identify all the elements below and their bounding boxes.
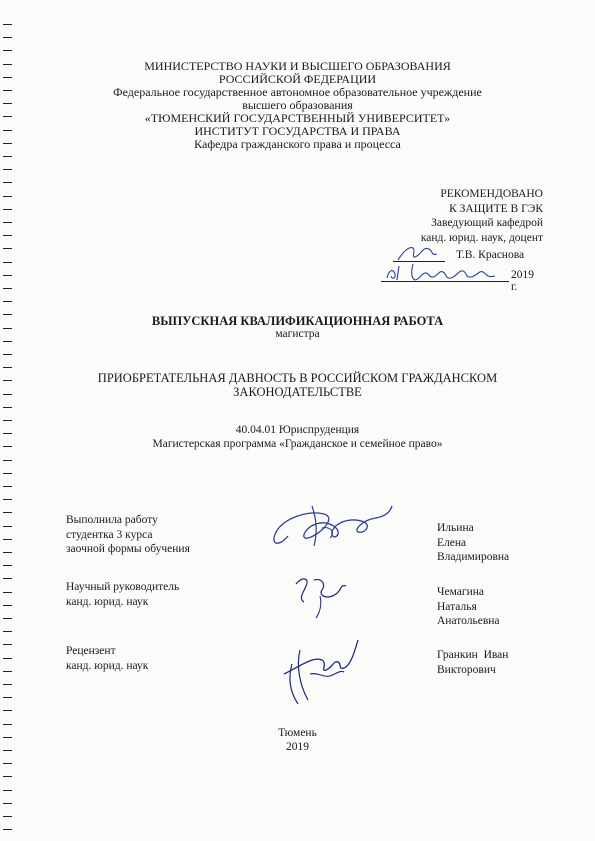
reviewer-signature	[270, 630, 370, 710]
city: Тюмень	[278, 727, 317, 739]
thesis-title-line-1: ПРИОБРЕТАТЕЛЬНАЯ ДАВНОСТЬ В РОССИЙСКОМ ГРАЖДАНСКОМ	[97, 371, 498, 385]
binding-tick	[3, 526, 12, 527]
university-name: «ТЮМЕНСКИЙ ГОСУДАРСТВЕННЫЙ УНИВЕРСИТЕТ»	[144, 111, 451, 125]
binding-tick	[3, 605, 12, 606]
supervisor-first-name: Наталья	[437, 600, 477, 613]
program-name: Магистерская программа «Гражданское и семейное право»	[152, 438, 443, 450]
binding-tick	[3, 592, 12, 593]
thesis-title	[0, 371, 595, 399]
binding-tick	[3, 367, 12, 368]
binding-tick	[3, 209, 12, 210]
city-year-block	[0, 726, 595, 754]
binding-tick	[3, 539, 12, 540]
binding-tick	[3, 618, 12, 619]
binding-tick	[3, 486, 12, 487]
ministry-line-1: МИНИСТЕРСТВО НАУКИ И ВЫСШЕГО ОБРАЗОВАНИЯ	[144, 59, 451, 73]
binding-tick	[3, 644, 12, 645]
binding-tick	[3, 829, 12, 830]
institute-name: ИНСТИТУТ ГОСУДАРСТВА И ПРАВА	[194, 124, 401, 138]
institution-header	[0, 60, 595, 151]
approval-line-2: К ЗАЩИТЕ В ГЭК	[449, 202, 543, 215]
author-name	[437, 521, 509, 565]
department-name: Кафедра гражданского права и процесса	[194, 137, 401, 151]
approval-line-4: канд. юрид. наук, доцент	[420, 231, 543, 244]
binding-tick	[3, 248, 12, 249]
document-type-block	[0, 314, 595, 341]
binding-tick	[3, 196, 12, 197]
binding-tick	[3, 499, 12, 500]
handwritten-date	[383, 258, 503, 284]
approval-line-3: Заведующий кафедрой	[431, 217, 543, 229]
author-role	[66, 513, 190, 557]
binding-tick	[3, 658, 12, 659]
document-type: ВЫПУСКНАЯ КВАЛИФИКАЦИОННАЯ РАБОТА	[151, 314, 444, 328]
year: 2019	[286, 741, 309, 753]
institution-type-line-1: Федеральное государственное автономное образовательное учреждение	[113, 85, 482, 99]
binding-tick	[3, 790, 12, 791]
binding-tick	[3, 631, 12, 632]
author-signature	[268, 488, 398, 558]
binding-tick	[3, 24, 12, 25]
binding-tick	[3, 341, 12, 342]
binding-tick	[3, 710, 12, 711]
program-block	[0, 423, 595, 451]
binding-tick	[3, 803, 12, 804]
binding-tick	[3, 763, 12, 764]
binding-tick	[3, 512, 12, 513]
specialty-code: 40.04.01 Юриспруденция	[235, 424, 360, 436]
author-role-line-1: Выполнила работу	[66, 514, 158, 526]
binding-tick	[3, 816, 12, 817]
binding-tick	[3, 354, 12, 355]
author-role-line-2: студентка 3 курса	[66, 528, 153, 541]
binding-tick	[3, 222, 12, 223]
reviewer-role-line-2: канд. юрид. наук	[66, 659, 149, 672]
institution-type-line-2: высшего образования	[242, 98, 353, 112]
author-first-name: Елена	[437, 536, 467, 549]
binding-tick	[3, 37, 12, 38]
binding-tick	[3, 301, 12, 302]
binding-tick	[3, 407, 12, 408]
author-role-line-3: заочной формы обучения	[66, 543, 190, 555]
supervisor-patronymic: Анатольевна	[437, 615, 500, 627]
approval-block	[421, 187, 543, 245]
binding-tick	[3, 156, 12, 157]
binding-tick	[3, 684, 12, 685]
binding-tick	[3, 420, 12, 421]
head-name: Т.В. Краснова	[456, 249, 525, 261]
binding-tick	[3, 565, 12, 566]
supervisor-role-line-2: канд. юрид. наук	[66, 595, 149, 608]
thesis-title-line-2: ЗАКОНОДАТЕЛЬСТВЕ	[233, 385, 362, 399]
binding-tick	[3, 182, 12, 183]
supervisor-role	[66, 580, 179, 609]
binding-tick	[3, 552, 12, 553]
binding-tick	[3, 275, 12, 276]
author-patronymic: Владимировна	[437, 551, 510, 563]
binding-tick	[3, 262, 12, 263]
supervisor-role-line-1: Научный руководитель	[66, 581, 180, 593]
reviewer-patronymic: Викторович	[437, 663, 496, 676]
binding-tick	[3, 288, 12, 289]
supervisor-signature	[292, 572, 362, 620]
binding-tick	[3, 776, 12, 777]
binding-tick	[3, 50, 12, 51]
binding-tick	[3, 671, 12, 672]
reviewer-role	[66, 644, 148, 673]
binding-tick	[3, 724, 12, 725]
binding-tick	[3, 473, 12, 474]
supervisor-name	[437, 585, 500, 629]
binding-tick	[3, 460, 12, 461]
supervisor-surname: Чемагина	[437, 586, 485, 598]
approval-line-1: РЕКОМЕНДОВАНО	[440, 188, 543, 200]
reviewer-role-line-1: Рецензент	[66, 645, 116, 657]
binding-tick	[3, 235, 12, 236]
binding-tick	[3, 697, 12, 698]
binding-tick	[3, 578, 12, 579]
binding-tick	[3, 169, 12, 170]
reviewer-surname-first-name: Гранкин Иван	[437, 649, 509, 661]
approval-year: 2019 г.	[511, 269, 534, 293]
degree-label: магистра	[275, 328, 320, 340]
ministry-line-2: РОССИЙСКОЙ ФЕДЕРАЦИИ	[218, 72, 377, 86]
author-surname: Ильина	[437, 522, 474, 534]
reviewer-name	[437, 648, 508, 677]
